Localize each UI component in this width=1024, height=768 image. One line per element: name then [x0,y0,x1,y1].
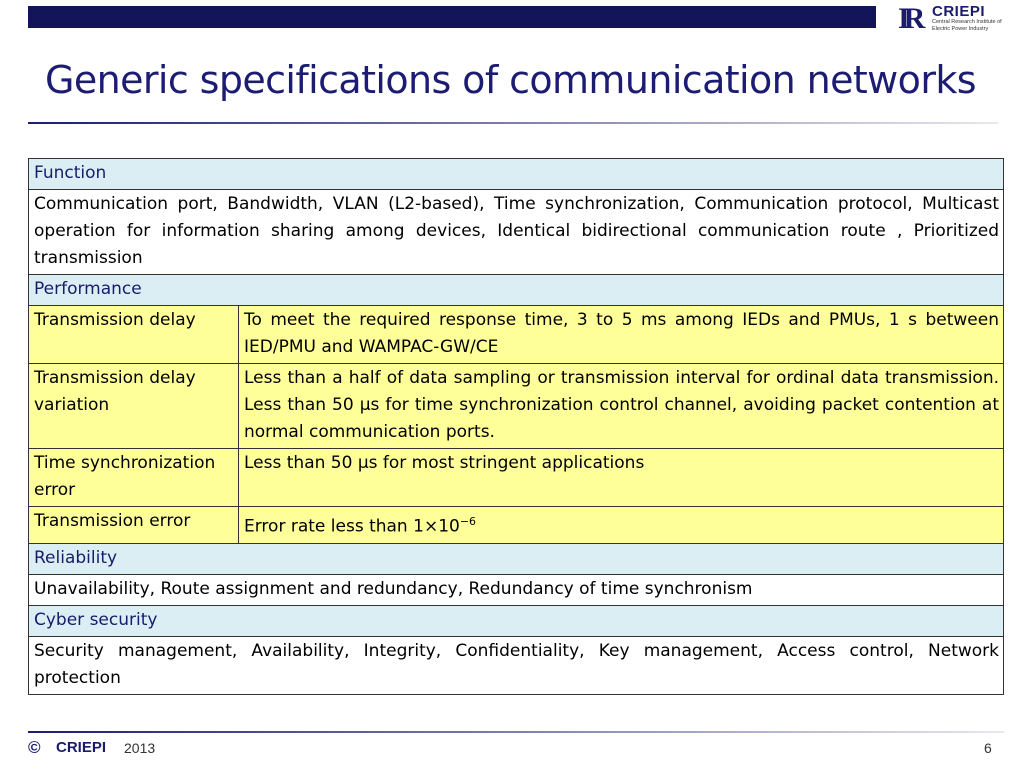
cyber-security-text: Security management, Availability, Integrity, Confidentiality, Key management, Access control, Network protection [29,636,1004,694]
table-row [29,306,1004,364]
slide-title: Generic specifications of communication networks [45,58,976,102]
row-value: Less than 50 µs for most stringent applications [239,449,1004,507]
logo-mark: IR [898,2,920,35]
footer-divider [28,731,1004,733]
copyright-icon: © [28,738,41,757]
top-banner-bar [28,6,876,28]
logo-name: CRIEPI [932,3,986,20]
table-row [29,449,1004,507]
row-label: Transmission error [29,507,239,544]
times-sign: × [423,516,439,537]
row-label: Transmission delay variation [29,364,239,449]
cyber-security-header: Cyber security [29,605,1004,636]
row-label: Time synchronization error [29,449,239,507]
reliability-text: Unavailability, Route assignment and redundancy, Redundancy of time synchronism [29,574,1004,605]
footer-brand: CRIEPI [56,739,107,756]
logo-subtitle: Central Research Institute of Electric Power Industry [932,19,1002,32]
criepi-logo [894,2,1004,36]
page-number: 6 [984,740,992,756]
row-value: Less than a half of data sampling or transmission interval for ordinal data transmission. Less than 50 µs for time synchronization control channel, avoiding packet contention at normal communication ports. [239,364,1004,449]
specifications-table [28,158,1004,695]
reliability-header: Reliability [29,543,1004,574]
row-label: Transmission delay [29,306,239,364]
performance-header: Performance [29,275,1004,306]
error-rate-exponent: −6 [459,515,477,528]
error-rate-prefix: Error rate less than 1 [244,516,424,537]
table-row [29,364,1004,449]
footer-year: 2013 [124,740,156,756]
table-row [29,507,1004,544]
title-divider [28,122,998,124]
row-value [239,507,1004,544]
function-text: Communication port, Bandwidth, VLAN (L2-based), Time synchronization, Communication protocol, Multicast operation for information sharing among devices, Identical bidirectional communication route , Prioritized transmission [29,190,1004,275]
row-value: To meet the required response time, 3 to 5 ms among IEDs and PMUs, 1 s between IED/PMU and WAMPAC-GW/CE [239,306,1004,364]
error-rate-base: 10 [438,516,460,537]
function-header: Function [29,159,1004,190]
